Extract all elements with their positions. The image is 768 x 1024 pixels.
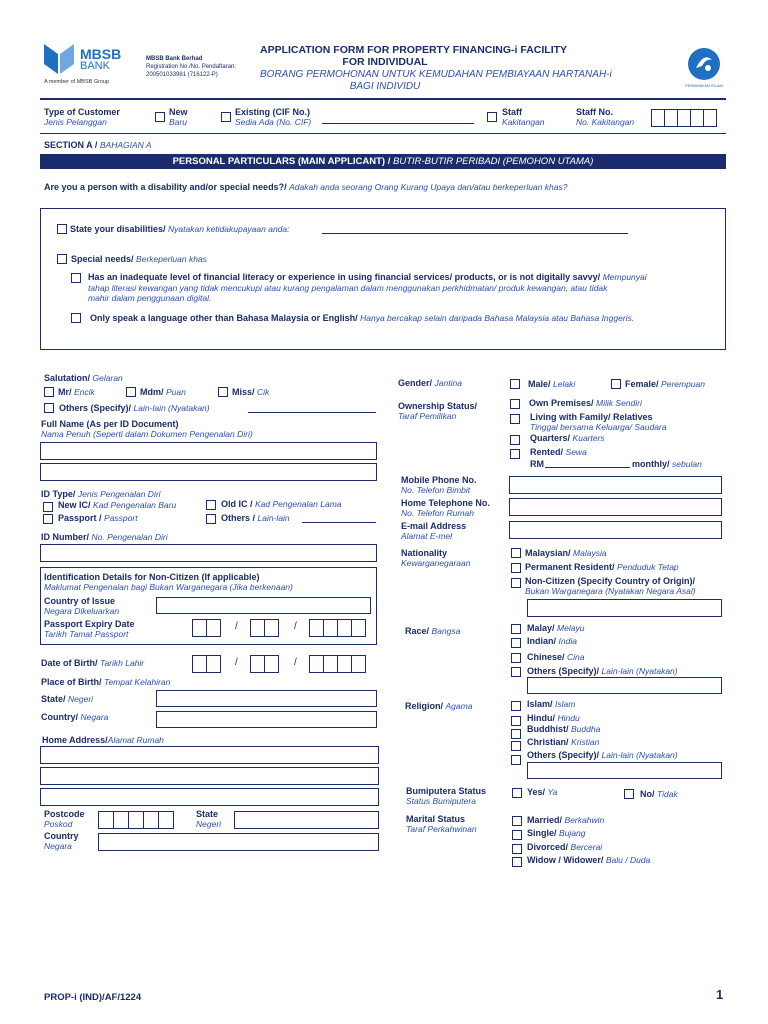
ownership-label: Ownership Status/ Taraf Pemilikan (398, 401, 478, 421)
country-input[interactable] (156, 711, 377, 728)
new-customer-checkbox[interactable] (155, 112, 165, 122)
new-customer-label: New Baru (169, 107, 188, 127)
state-label: State/ Negeri (41, 694, 94, 704)
state-input[interactable] (156, 690, 377, 707)
mdm-checkbox[interactable] (126, 387, 136, 397)
malay-label: Malay/ Melayu (527, 623, 585, 633)
monthly-label: monthly/ sebulan (632, 459, 702, 469)
cif-number-field[interactable] (322, 123, 474, 124)
race-label: Race/ Bangsa (405, 626, 461, 636)
noncitizen-checkbox[interactable] (511, 578, 521, 588)
special-needs-checkbox[interactable] (57, 254, 67, 264)
home-tel-label: Home Telephone No. No. Telefon Rumah (401, 498, 490, 518)
bumiputera-yes-label: Yes/ Ya (527, 787, 558, 797)
bumiputera-yes-checkbox[interactable] (512, 788, 522, 798)
mobile-label: Mobile Phone No. No. Telefon Bimbit (401, 475, 477, 495)
divorced-checkbox[interactable] (512, 844, 522, 854)
group-tag: A member of MBSB Group (44, 79, 110, 85)
addr-country-label: Country Negara (44, 831, 79, 851)
financial-literacy-checkbox[interactable] (71, 273, 81, 283)
staff-number-field[interactable] (651, 109, 716, 127)
email-label: E-mail Address Alamat E-mel (401, 521, 467, 541)
financial-literacy-label: Has an inadequate level of financial literacy or experience in using financial services/ products, or is not digitally savvy/ Mempunyai (88, 272, 647, 282)
mr-label: Mr/ Encik (58, 387, 95, 397)
registration-number: 200501033981 (716122-P) (146, 72, 218, 78)
country-of-origin-input[interactable] (527, 599, 722, 617)
rented-label: Rented/ Sewa (530, 447, 587, 457)
married-label: Married/ Berkahwin (527, 815, 605, 825)
old-ic-checkbox[interactable] (206, 500, 216, 510)
widow-label: Widow / Widower/ Balu / Duda (527, 855, 651, 865)
passport-expiry-year[interactable] (309, 619, 365, 637)
old-ic-label: Old IC / Kad Pengenalan Lama (221, 499, 342, 509)
country-issue-label: Country of Issue Negara Dikeluarkan (44, 596, 120, 616)
noncitizen-label: Non-Citizen (Specify Country of Origin)/ Bukan Warganegara (Nyatakan Negara Asal) (525, 576, 696, 596)
addr-country-input[interactable] (98, 833, 379, 851)
widow-checkbox[interactable] (512, 857, 522, 867)
new-ic-label: New IC/ Kad Pengenalan Baru (58, 500, 177, 510)
staff-label: Staff Kakitangan (502, 107, 545, 127)
noncitizen-title: Identification Details for Non-Citizen (If applicable) Maklumat Pengenalan bagi Bukan Warganegara (Jika berkenaan) (44, 572, 293, 592)
living-family-label: Living with Family/ Relatives Tinggal bersama Keluarga/ Saudara (530, 412, 667, 432)
malaysian-label: Malaysian/ Malaysia (525, 548, 607, 558)
full-name-label: Full Name (As per ID Document) Nama Penuh (Seperti dalam Dokumen Pengenalan Diri) (41, 419, 253, 439)
living-family-checkbox[interactable] (510, 414, 520, 424)
state-disabilities-checkbox[interactable] (57, 224, 67, 234)
mr-checkbox[interactable] (44, 387, 54, 397)
id-others-label: Others / Lain-lain (221, 513, 290, 523)
id-number-label: ID Number/ No. Pengenalan Diri (41, 532, 168, 542)
existing-customer-checkbox[interactable] (221, 112, 231, 122)
postcode-label: Postcode Poskod (44, 809, 85, 829)
race-others-input[interactable] (527, 677, 722, 694)
header-divider (40, 98, 726, 100)
passport-expiry-month[interactable] (250, 619, 278, 637)
passport-checkbox[interactable] (43, 514, 53, 524)
title-ms-line2: BAGI INDIVIDU (349, 81, 421, 92)
id-others-checkbox[interactable] (206, 514, 216, 524)
form-code: PROP-i (IND)/AF/1224 (44, 992, 142, 1003)
own-premises-checkbox[interactable] (510, 399, 520, 409)
hindu-checkbox[interactable] (511, 716, 521, 726)
gender-label: Gender/ Jantina (398, 378, 462, 388)
special-needs-label: Special needs/ Berkeperluan khas (71, 254, 207, 264)
logo-text-mbsb: MBSB (80, 46, 122, 62)
race-others-label: Others (Specify)/ Lain-lain (Nyatakan) (527, 666, 678, 676)
passport-expiry-day[interactable] (192, 619, 220, 637)
date-separator: / (235, 657, 238, 668)
pr-checkbox[interactable] (511, 563, 521, 573)
postcode-input[interactable] (98, 811, 173, 829)
home-address-input-1[interactable] (40, 746, 379, 764)
rm-label: RM (530, 459, 544, 469)
existing-customer-label: Existing (CIF No.) Sedia Ada (No. CIF) (235, 107, 312, 127)
bumiputera-no-checkbox[interactable] (624, 789, 634, 799)
logo-text-bank: BANK (80, 60, 110, 72)
mbsb-logo-mark-icon (44, 44, 74, 74)
disability-question: Are you a person with a disability and/or special needs?/ Adakah anda seorang Orang Kurang Upaya dan/atau berkeperluan khas? (44, 182, 568, 192)
salutation-others-checkbox[interactable] (44, 403, 54, 413)
title-en-line2: FOR INDIVIDUAL (342, 56, 428, 68)
malay-checkbox[interactable] (511, 624, 521, 634)
rent-amount-field[interactable] (545, 467, 630, 468)
mobile-input[interactable] (509, 476, 722, 494)
seal-text: PERBANKAN ISLAM (685, 83, 723, 88)
mbsb-logo (44, 44, 136, 80)
financial-literacy-ms-line2: tahap literasi kewangan yang tidak mencukupi atau kurang pengalaman dalam menggunakan perkhidmatan/ produk kewangan, atau tidak (88, 283, 608, 293)
islamic-banking-seal-icon (686, 46, 722, 92)
religion-others-input[interactable] (527, 762, 722, 779)
quarters-label: Quarters/ Kuarters (530, 433, 605, 443)
christian-checkbox[interactable] (511, 741, 521, 751)
section-banner: PERSONAL PARTICULARS (MAIN APPLICANT) / BUTIR-BUTIR PERIBADI (PEMOHON UTAMA) (40, 154, 726, 169)
country-label: Country/ Negara (41, 712, 109, 722)
home-tel-input[interactable] (509, 498, 722, 516)
full-name-input-1[interactable] (40, 442, 377, 460)
state-disabilities-label: State your disabilities/ Nyatakan ketidakupayaan anda: (70, 224, 290, 234)
home-address-input-2[interactable] (40, 767, 379, 785)
full-name-input-2[interactable] (40, 463, 377, 481)
page-number: 1 (716, 987, 724, 1002)
christian-label: Christian/ Kristian (527, 737, 600, 747)
date-separator: / (294, 657, 297, 668)
malaysian-checkbox[interactable] (511, 548, 521, 558)
marital-label: Marital Status Taraf Perkahwinan (406, 814, 477, 834)
id-number-input[interactable] (40, 544, 377, 562)
miss-label: Miss/ Cik (232, 387, 270, 397)
bumiputera-label: Bumiputera Status Status Bumiputera (406, 786, 487, 806)
id-others-field[interactable] (302, 522, 376, 523)
nationality-label: Nationality Kewarganegaraan (401, 548, 471, 568)
pob-label: Place of Birth/ Tempat Kelahiran (41, 677, 171, 687)
home-address-input-3[interactable] (40, 788, 379, 806)
addr-state-input[interactable] (234, 811, 379, 829)
addr-state-label: State Negeri (196, 809, 222, 829)
section-label: SECTION A / BAHAGIAN A (44, 140, 152, 150)
email-input[interactable] (509, 521, 722, 539)
date-separator: / (294, 621, 297, 632)
quarters-checkbox[interactable] (510, 435, 520, 445)
salutation-others-field[interactable] (248, 412, 376, 413)
own-premises-label: Own Premises/ Milik Sendiri (529, 398, 642, 408)
country-issue-input[interactable] (156, 597, 371, 614)
miss-checkbox[interactable] (218, 387, 228, 397)
dob-label: Date of Birth/ Tarikh Lahir (41, 658, 145, 668)
chinese-label: Chinese/ Cina (527, 652, 585, 662)
salutation-label: Salutation/ Gelaran (44, 373, 123, 383)
dob-year[interactable] (309, 655, 365, 673)
islam-label: Islam/ Islam (527, 699, 576, 709)
religion-label: Religion/ Agama (405, 701, 473, 711)
bank-name: MBSB Bank Berhad (146, 56, 203, 62)
staff-number-label: Staff No. No. Kakitangan (576, 107, 635, 127)
pr-label: Permanent Resident/ Penduduk Tetap (525, 562, 679, 572)
married-checkbox[interactable] (512, 816, 522, 826)
religion-others-checkbox[interactable] (511, 755, 521, 765)
customer-type-divider (40, 133, 726, 134)
financial-literacy-ms-line3: mahir dalam penggunaan digital. (88, 293, 212, 303)
male-label: Male/ Lelaki (528, 379, 576, 389)
divorced-label: Divorced/ Bercerai (527, 842, 603, 852)
passport-expiry-label: Passport Expiry Date Tarikh Tamat Passport (44, 619, 135, 639)
language-checkbox[interactable] (71, 313, 81, 323)
indian-label: Indian/ India (527, 636, 577, 646)
new-ic-checkbox[interactable] (43, 502, 53, 512)
buddhist-checkbox[interactable] (511, 729, 521, 739)
chinese-checkbox[interactable] (511, 653, 521, 663)
salutation-others-label: Others (Specify)/ Lain-lain (Nyatakan) (59, 403, 210, 413)
date-separator: / (235, 621, 238, 632)
bumiputera-no-label: No/ Tidak (640, 789, 678, 799)
single-label: Single/ Bujang (527, 828, 586, 838)
hindu-label: Hindu/ Hindu (527, 713, 580, 723)
passport-label: Passport / Passport (58, 513, 138, 523)
dob-day[interactable] (192, 655, 220, 673)
indian-checkbox[interactable] (511, 638, 521, 648)
islam-checkbox[interactable] (511, 701, 521, 711)
disabilities-field[interactable] (322, 233, 628, 234)
female-checkbox[interactable] (611, 379, 621, 389)
customer-type-label: Type of Customer Jenis Pelanggan (44, 107, 120, 127)
dob-month[interactable] (250, 655, 278, 673)
single-checkbox[interactable] (512, 830, 522, 840)
buddhist-label: Buddhist/ Buddha (527, 724, 601, 734)
registration-label: Registration No./No. Pendaftaran: (146, 64, 237, 70)
title-en-line1: APPLICATION FORM FOR PROPERTY FINANCING-i FACILITY (260, 44, 568, 56)
female-label: Female/ Perempuan (625, 379, 705, 389)
staff-checkbox[interactable] (487, 112, 497, 122)
id-type-label: ID Type/ Jenis Pengenalan Diri (41, 489, 161, 499)
rented-checkbox[interactable] (510, 449, 520, 459)
race-others-checkbox[interactable] (511, 667, 521, 677)
religion-others-label: Others (Specify)/ Lain-lain (Nyatakan) (527, 750, 678, 760)
language-label: Only speak a language other than Bahasa Malaysia or English/ Hanya bercakap selain daripada Bahasa Malaysia atau Bahasa Inggeris. (90, 313, 635, 323)
title-ms-line1: BORANG PERMOHONAN UNTUK KEMUDAHAN PEMBIAYAAN HARTANAH-i (260, 69, 612, 80)
home-address-label: Home Address/Alamat Rumah (42, 735, 164, 745)
mdm-label: Mdm/ Puan (140, 387, 186, 397)
male-checkbox[interactable] (510, 379, 520, 389)
